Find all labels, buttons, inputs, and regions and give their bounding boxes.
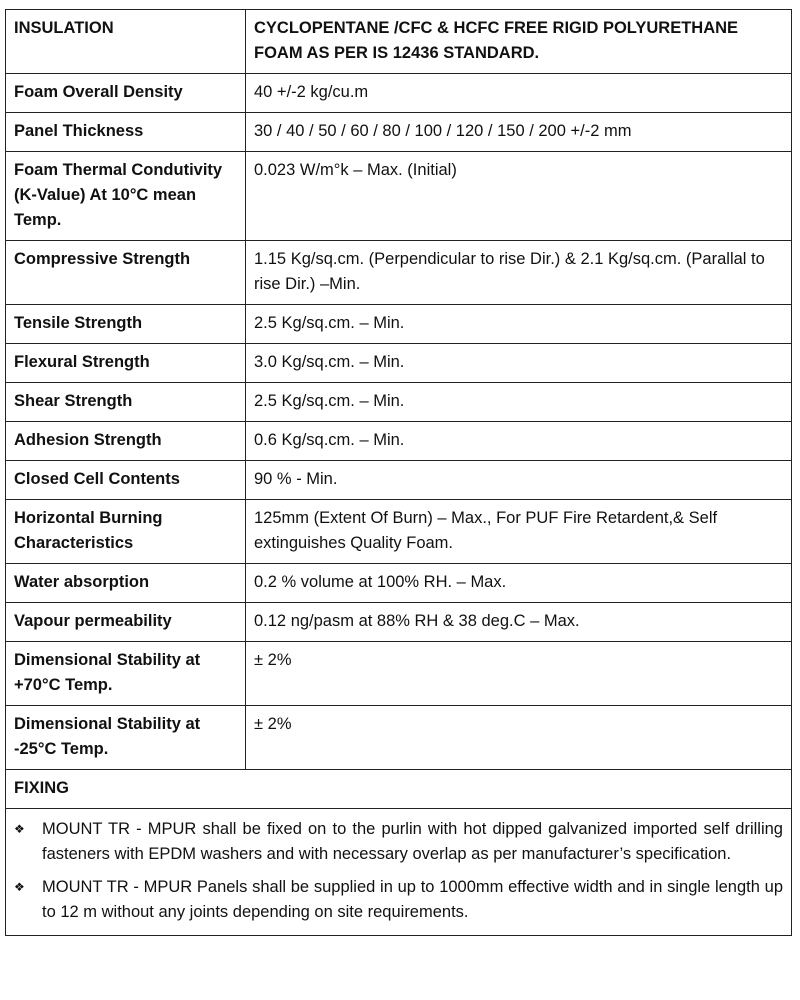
- property-value: 3.0 Kg/sq.cm. – Min.: [246, 344, 792, 383]
- table-row: [6, 564, 792, 603]
- diamond-bullet-icon: ❖: [14, 822, 25, 836]
- fixing-heading: FIXING: [6, 770, 792, 809]
- list-item: [14, 817, 783, 867]
- fixing-bullets-row: [6, 809, 792, 936]
- table-row: [6, 642, 792, 706]
- table-row: [6, 241, 792, 305]
- fixing-bullet-text: MOUNT TR - MPUR Panels shall be supplied in up to 1000mm effective width and in single length up to 12 m without any joints depending on site requirements.: [42, 878, 783, 921]
- property-value: ± 2%: [246, 706, 792, 770]
- specification-sheet: [5, 9, 792, 936]
- diamond-bullet-icon: ❖: [14, 880, 25, 894]
- table-row: [6, 305, 792, 344]
- property-value: 90 % - Min.: [246, 461, 792, 500]
- property-label: Dimensional Stability at -25°C Temp.: [6, 706, 246, 770]
- fixing-bullet-text: MOUNT TR - MPUR shall be fixed on to the purlin with hot dipped galvanized imported self drilling fasteners with EPDM washers and with necessary overlap as per manufacturer’s specification.: [42, 820, 783, 863]
- property-label: Dimensional Stability at +70°C Temp.: [6, 642, 246, 706]
- property-value: 2.5 Kg/sq.cm. – Min.: [246, 305, 792, 344]
- table-row: [6, 603, 792, 642]
- property-value: 2.5 Kg/sq.cm. – Min.: [246, 383, 792, 422]
- specification-table: [5, 9, 792, 936]
- property-label: Foam Thermal Condutivity (K-Value) At 10°C mean Temp.: [6, 152, 246, 241]
- property-label: Vapour permeability: [6, 603, 246, 642]
- property-label: Shear Strength: [6, 383, 246, 422]
- table-row: [6, 383, 792, 422]
- table-row: [6, 422, 792, 461]
- property-label: Panel Thickness: [6, 113, 246, 152]
- property-value: 1.15 Kg/sq.cm. (Perpendicular to rise Dir.) & 2.1 Kg/sq.cm. (Parallal to rise Dir.) –Min.: [246, 241, 792, 305]
- property-value: 0.12 ng/pasm at 88% RH & 38 deg.C – Max.: [246, 603, 792, 642]
- property-value: 30 / 40 / 50 / 60 / 80 / 100 / 120 / 150 / 200 +/-2 mm: [246, 113, 792, 152]
- table-row: [6, 74, 792, 113]
- insulation-heading: INSULATION: [6, 10, 246, 74]
- property-label: Adhesion Strength: [6, 422, 246, 461]
- property-label: Closed Cell Contents: [6, 461, 246, 500]
- property-value: ± 2%: [246, 642, 792, 706]
- property-value: 0.6 Kg/sq.cm. – Min.: [246, 422, 792, 461]
- property-value: 125mm (Extent Of Burn) – Max., For PUF Fire Retardent,& Self extinguishes Quality Foam.: [246, 500, 792, 564]
- table-row: [6, 344, 792, 383]
- property-label: Horizontal Burning Characteristics: [6, 500, 246, 564]
- insulation-description: CYCLOPENTANE /CFC & HCFC FREE RIGID POLYURETHANE FOAM AS PER IS 12436 STANDARD.: [246, 10, 792, 74]
- property-value: 40 +/-2 kg/cu.m: [246, 74, 792, 113]
- property-label: Flexural Strength: [6, 344, 246, 383]
- property-label: Compressive Strength: [6, 241, 246, 305]
- property-label: Water absorption: [6, 564, 246, 603]
- table-header-row: [6, 10, 792, 74]
- table-row: [6, 461, 792, 500]
- property-value: 0.2 % volume at 100% RH. – Max.: [246, 564, 792, 603]
- property-label: Tensile Strength: [6, 305, 246, 344]
- property-value: 0.023 W/m°k – Max. (Initial): [246, 152, 792, 241]
- fixing-bullet-list: [6, 809, 792, 936]
- property-label: Foam Overall Density: [6, 74, 246, 113]
- list-item: [14, 875, 783, 925]
- table-row: [6, 152, 792, 241]
- table-row: [6, 706, 792, 770]
- table-row: [6, 113, 792, 152]
- fixing-header-row: [6, 770, 792, 809]
- table-row: [6, 500, 792, 564]
